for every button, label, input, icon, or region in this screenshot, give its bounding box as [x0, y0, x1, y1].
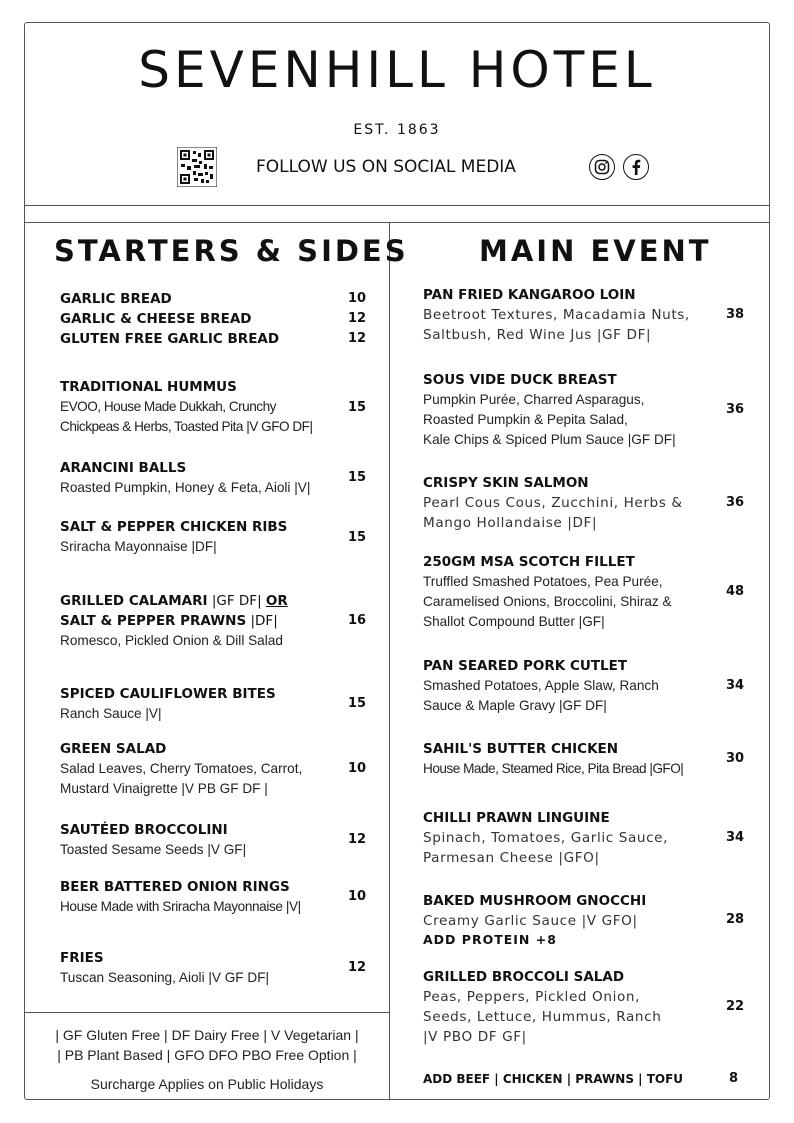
surcharge-notice: Surcharge Applies on Public Holidays — [90, 1076, 324, 1092]
item-name: PAN FRIED KANGAROO LOIN — [423, 287, 636, 303]
item-description: Ranch Sauce |V| — [60, 706, 162, 721]
menu-item-chicken-ribs — [60, 517, 332, 557]
item-description: EVOO, House Made Dukkah, Crunchy — [60, 399, 276, 414]
addons-price: 8 — [729, 1071, 739, 1086]
item-name: PAN SEARED PORK CUTLET — [423, 658, 628, 674]
menu-item-green-salad — [60, 739, 332, 799]
item-description: Spinach, Tomatoes, Garlic Sauce, — [423, 830, 669, 846]
item-price: 10 — [348, 291, 367, 306]
item-description: House Made with Sriracha Mayonnaise |V| — [60, 899, 301, 914]
dietary-legend-line1: | GF Gluten Free | DF Dairy Free | V Vegetarian | — [55, 1027, 359, 1043]
item-price: 10 — [348, 761, 367, 776]
dietary-tags: |GF DF| — [207, 593, 266, 609]
dietary-tags: |DF| — [246, 613, 278, 629]
item-name: GRILLED BROCCOLI SALAD — [423, 969, 625, 985]
item-name: SAHIL'S BUTTER CHICKEN — [423, 741, 619, 757]
menu-item-onion-rings — [60, 877, 332, 917]
item-description: Sauce & Maple Gravy |GF DF| — [423, 698, 607, 713]
item-name: GARLIC & CHEESE BREAD — [60, 311, 252, 327]
item-description: Kale Chips & Spiced Plum Sauce |GF DF| — [423, 432, 676, 447]
item-price: 12 — [348, 960, 367, 975]
item-description: |V PBO DF GF| — [423, 1029, 527, 1045]
item-name: ARANCINI BALLS — [60, 460, 187, 476]
item-price: 15 — [348, 400, 367, 415]
starters-title: STARTERS & SIDES — [54, 234, 409, 268]
addons-line — [423, 1069, 713, 1089]
item-description: Toasted Sesame Seeds |V GF| — [60, 842, 247, 857]
header-divider-bottom — [24, 222, 770, 223]
menu-item-pork-cutlet — [423, 656, 713, 716]
garlic-bread-group — [60, 289, 332, 349]
item-name: BEER BATTERED ONION RINGS — [60, 879, 290, 895]
menu-item-duck — [423, 370, 713, 450]
item-price: 15 — [348, 530, 367, 545]
item-description: Smashed Potatoes, Apple Slaw, Ranch — [423, 678, 659, 693]
item-name: SAUTÉED BROCCOLINI — [60, 822, 228, 838]
item-description: Mustard Vinaigrette |V PB GF DF | — [60, 781, 268, 796]
item-description: Pearl Cous Cous, Zucchini, Herbs & — [423, 495, 683, 511]
hotel-name: SEVENHILL HOTEL — [138, 41, 656, 99]
item-price: 16 — [348, 613, 367, 628]
item-description: House Made, Steamed Rice, Pita Bread |GFO| — [423, 761, 684, 776]
dietary-legend-line2: | PB Plant Based | GFO DFO PBO Free Option | — [57, 1047, 357, 1063]
item-description: Beetroot Textures, Macadamia Nuts, — [423, 307, 690, 323]
menu-item-linguine — [423, 808, 713, 868]
item-name: GARLIC BREAD — [60, 291, 172, 307]
qr-code-icon[interactable] — [177, 147, 217, 187]
item-name: GREEN SALAD — [60, 741, 167, 757]
item-description: Chickpeas & Herbs, Toasted Pita |V GFO DF| — [60, 419, 313, 434]
item-price: 48 — [726, 584, 745, 599]
item-price: 30 — [726, 751, 745, 766]
item-description: Pumpkin Purée, Charred Asparagus, — [423, 392, 645, 407]
header-divider-top — [24, 205, 770, 206]
item-description: Peas, Peppers, Pickled Onion, — [423, 989, 640, 1005]
menu-item-butter-chicken — [423, 739, 713, 779]
item-description: Roasted Pumpkin & Pepita Salad, — [423, 412, 628, 427]
item-price: 10 — [348, 889, 367, 904]
item-description: Parmesan Cheese |GFO| — [423, 850, 600, 866]
legend-divider — [24, 1012, 390, 1013]
item-price: 34 — [726, 678, 745, 693]
add-protein-note: ADD PROTEIN +8 — [423, 932, 557, 947]
menu-item-cauliflower — [60, 684, 332, 724]
mains-title: MAIN EVENT — [479, 234, 712, 268]
item-price: 12 — [348, 331, 367, 346]
item-description: Romesco, Pickled Onion & Dill Salad — [60, 633, 283, 648]
item-name: 250GM MSA SCOTCH FILLET — [423, 554, 635, 570]
follow-social-text: FOLLOW US ON SOCIAL MEDIA — [256, 157, 516, 177]
item-name: GLUTEN FREE GARLIC BREAD — [60, 331, 280, 347]
item-price: 22 — [726, 999, 745, 1014]
item-price: 36 — [726, 495, 745, 510]
item-name: SALT & PEPPER CHICKEN RIBS — [60, 519, 288, 535]
or-label: OR — [265, 593, 288, 609]
item-description: Seeds, Lettuce, Hummus, Ranch — [423, 1009, 662, 1025]
item-name: SOUS VIDE DUCK BREAST — [423, 372, 617, 388]
item-description: Roasted Pumpkin, Honey & Feta, Aioli |V| — [60, 480, 311, 495]
menu-item-hummus — [60, 377, 332, 437]
menu-item-arancini — [60, 458, 332, 498]
item-description: Tuscan Seasoning, Aioli |V GF DF| — [60, 970, 270, 985]
item-name: BAKED MUSHROOM GNOCCHI — [423, 893, 647, 909]
menu-item-broccoli-salad — [423, 967, 713, 1047]
item-description: Saltbush, Red Wine Jus |GF DF| — [423, 327, 652, 343]
item-price: 15 — [348, 470, 367, 485]
item-price: 12 — [348, 832, 367, 847]
column-divider — [389, 222, 390, 1100]
facebook-icon[interactable] — [623, 154, 649, 180]
item-description: Truffled Smashed Potatoes, Pea Purée, — [423, 574, 663, 589]
item-price: 38 — [726, 307, 745, 322]
item-description: Salad Leaves, Cherry Tomatoes, Carrot, — [60, 761, 303, 776]
item-name: FRIES — [60, 950, 104, 966]
menu-item-fries — [60, 948, 332, 988]
item-price: 34 — [726, 830, 745, 845]
item-name: CHILLI PRAWN LINGUINE — [423, 810, 610, 826]
menu-item-salmon — [423, 473, 713, 533]
established-year: EST. 1863 — [353, 122, 441, 138]
item-name: TRADITIONAL HUMMUS — [60, 379, 237, 395]
menu-item-scotch-fillet — [423, 552, 713, 632]
item-name: SALT & PEPPER PRAWNS — [60, 613, 247, 629]
item-description: Shallot Compound Butter |GF| — [423, 614, 605, 629]
menu-item-calamari-prawns — [60, 591, 332, 651]
instagram-icon[interactable] — [589, 154, 615, 180]
menu-item-gnocchi — [423, 891, 713, 949]
item-name: GRILLED CALAMARI — [60, 593, 208, 609]
item-name: SPICED CAULIFLOWER BITES — [60, 686, 276, 702]
item-price: 36 — [726, 402, 745, 417]
item-price: 15 — [348, 696, 367, 711]
item-description: Sriracha Mayonnaise |DF| — [60, 539, 217, 554]
item-description: Caramelised Onions, Broccolini, Shiraz & — [423, 594, 672, 609]
menu-item-broccolini — [60, 820, 332, 860]
menu-item-kangaroo — [423, 285, 713, 345]
item-description: Creamy Garlic Sauce |V GFO| — [423, 913, 638, 929]
item-name: CRISPY SKIN SALMON — [423, 475, 589, 491]
item-price: 28 — [726, 912, 745, 927]
item-description: Mango Hollandaise |DF| — [423, 515, 598, 531]
item-price: 12 — [348, 311, 367, 326]
addons-label: ADD BEEF | CHICKEN | PRAWNS | TOFU — [423, 1072, 684, 1086]
